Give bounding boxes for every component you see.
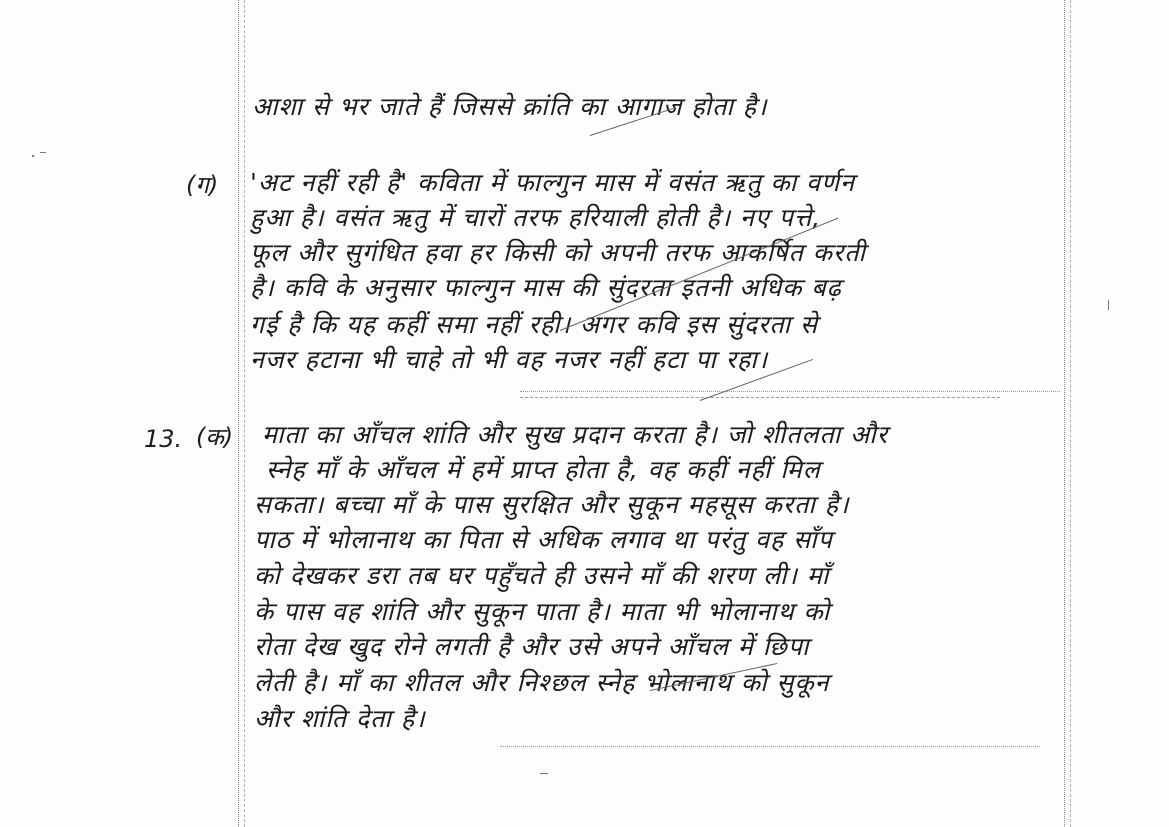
handwritten-line: हुआ है। वसंत ऋतु में चारों तरफ हरियाली होती है। नए पत्ते,	[250, 203, 822, 232]
handwritten-line: को देखकर डरा तब घर पहुँचते ही उसने माँ की शरण ली। माँ	[254, 561, 830, 590]
right-margin-line	[1064, 0, 1065, 827]
scan-speck	[32, 155, 34, 157]
section-divider-rule	[520, 397, 1000, 398]
scan-speck	[40, 152, 46, 153]
left-margin-line-inner	[244, 0, 245, 827]
scan-speck	[540, 773, 548, 774]
handwritten-line: स्नेह माँ के आँचल में हमें प्राप्त होता है, वह कहीं नहीं मिल	[266, 455, 821, 484]
handwritten-line: है। कवि के अनुसार फाल्गुन मास की सुंदरता इतनी अधिक बढ़	[250, 273, 842, 302]
handwritten-line: पाठ में भोलानाथ का पिता से अधिक लगाव था परंतु वह साँप	[254, 525, 833, 554]
handwritten-line: आशा से भर जाते हैं जिससे क्रांति का आगाज होता है।	[252, 92, 768, 121]
handwritten-line: और शांति देता है।	[254, 704, 426, 733]
section-divider-rule	[520, 391, 1060, 392]
handwritten-line: फूल और सुगंधित हवा हर किसी को अपनी तरफ आकर्षित करती	[250, 238, 866, 267]
answer-label-ga: (ग)	[186, 171, 219, 199]
handwritten-line: माता का आँचल शांति और सुख प्रदान करता है। जो शीतलता और	[262, 420, 888, 449]
handwritten-line: सकता। बच्चा माँ के पास सुरक्षित और सुकून महसूस करता है।	[254, 490, 850, 519]
handwritten-line: नजर हटाना भी चाहे तो भी वह नजर नहीं हटा पा रहा।	[250, 345, 769, 374]
handwritten-line: लेती है। माँ का शीतल और निश्छल स्नेह भोलानाथ को सुकून	[254, 668, 830, 697]
scan-speck	[1108, 300, 1109, 310]
right-margin-line-inner	[1070, 0, 1071, 827]
end-rule	[500, 746, 1040, 747]
answer-label-ka: (क)	[196, 423, 234, 451]
handwritten-line: रोता देख खुद रोने लगती है और उसे अपने आँचल में छिपा	[254, 632, 810, 661]
left-margin-line	[238, 0, 239, 827]
handwritten-line: के पास वह शांति और सुकून पाता है। माता भी भोलानाथ को	[254, 597, 831, 626]
handwritten-line: गई है कि यह कहीं समा नहीं रही। अगर कवि इस सुंदरता से	[250, 310, 818, 339]
question-number: 13.	[144, 425, 183, 453]
handwritten-line: 'अट नहीं रही है' कविता में फाल्गुन मास में वसंत ऋतु का वर्णन	[250, 168, 855, 197]
